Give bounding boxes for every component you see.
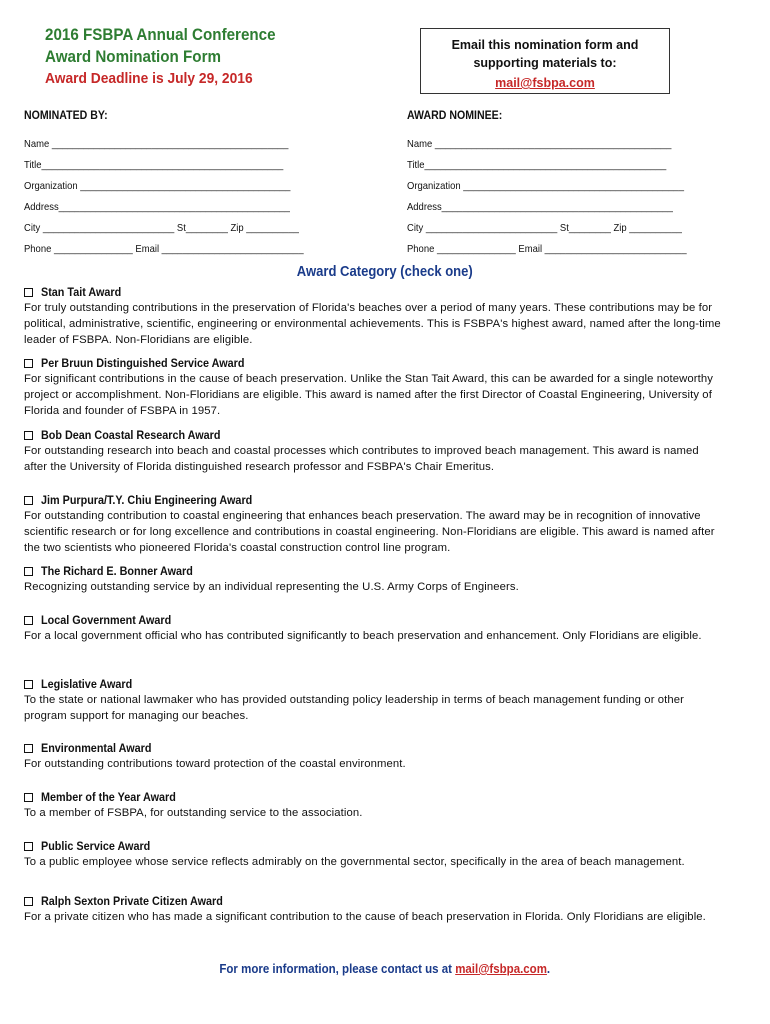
nominee-phone-field[interactable]: Phone _______________ Email ___________________________ [407,243,687,255]
form-title: Award Nomination Form [45,48,221,66]
nominee-organization-field[interactable]: Organization __________________________________________ [407,180,684,192]
award-name: The Richard E. Bonner Award [41,564,193,578]
checkbox-icon[interactable] [24,842,33,851]
checkbox-icon[interactable] [24,616,33,625]
award-description: For outstanding contribution to coastal engineering that enhances beach preservation. The award may be in recognition of innovative scientific research or for long excellence and contributions in coastal engineering. Non-Floridians are eligible. This award is named after the two scientists who pioneered Florida's coastal construction control line program. [24,510,715,554]
award-name: Per Bruun Distinguished Service Award [41,356,245,370]
award-option-public-service [24,838,724,870]
checkbox-icon[interactable] [24,567,33,576]
award-option-per-bruun [24,355,724,419]
award-name: Member of the Year Award [41,790,176,804]
footer-suffix: . [547,962,551,976]
award-name: Local Government Award [41,613,172,627]
nominator-title-field[interactable]: Title______________________________________________ [24,159,284,171]
checkbox-icon[interactable] [24,897,33,906]
award-option-environmental [24,740,724,772]
award-description: For outstanding contributions toward protection of the coastal environment. [24,758,406,770]
checkbox-icon[interactable] [24,431,33,440]
award-name: Legislative Award [41,677,133,691]
checkbox-icon[interactable] [24,744,33,753]
award-name: Stan Tait Award [41,285,122,299]
footer-text: For more information, please contact us at [219,962,456,976]
award-option-member-of-year [24,789,724,821]
checkbox-icon[interactable] [24,288,33,297]
checkbox-icon[interactable] [24,359,33,368]
award-description: For a local government official who has contributed significantly to beach preservation and enhancement. Only Floridians are eligible. [24,630,702,642]
conference-title: 2016 FSBPA Annual Conference [45,26,276,44]
award-description: Recognizing outstanding service by an individual representing the U.S. Army Corps of Engineers. [24,581,519,593]
form-header [45,24,296,90]
award-option-stan-tait [24,284,724,348]
award-description: For truly outstanding contributions in the preservation of Florida's beaches over a period of many years. These contributions may be for political, administrative, scientific, engineering or environmental achievements. This is FSBPA's highest award, named after the long-time leader of FSBPA. Non-Floridians are eligible. [24,302,721,346]
award-nominee-heading: AWARD NOMINEE: [407,110,503,122]
award-description: To the state or national lawmaker who has provided outstanding policy leadership in terms of beach management funding or other program support for managing our beaches. [24,694,685,722]
nominee-title-field[interactable]: Title______________________________________________ [407,159,667,171]
award-description: To a public employee whose service reflects admirably on the governmental sector, specifically in the area of beach management. [24,856,685,868]
award-option-local-government [24,612,724,644]
checkbox-icon[interactable] [24,793,33,802]
nominator-city-field[interactable]: City _________________________ St________ Zip __________ [24,222,299,234]
award-description: For a private citizen who has made a significant contribution to the cause of beach preservation in Florida. Only Floridians are eligible. [24,911,706,923]
email-instructions-box [420,28,670,94]
award-category-title-text: Award Category (check one) [296,264,473,280]
award-name: Ralph Sexton Private Citizen Award [41,894,223,908]
nominator-name-field[interactable]: Name _____________________________________________ [24,138,289,150]
nominator-address-field[interactable]: Address____________________________________________ [24,201,290,213]
award-deadline: Award Deadline is July 29, 2016 [45,70,253,87]
nominee-name-field[interactable]: Name _____________________________________________ [407,138,672,150]
email-instructions-line1: Email this nomination form and [451,38,639,52]
nominator-organization-field[interactable]: Organization ________________________________________ [24,180,291,192]
award-description: For significant contributions in the cause of beach preservation. Unlike the Stan Tait Award, this can be awarded for a single noteworthy project or accomplishment. Non-Floridians are eligible. This award is named after the first Director of Coastal Engineering, University of Florida and founder of FSBPA in 1957. [24,373,713,417]
nominee-address-field[interactable]: Address____________________________________________ [407,201,673,213]
checkbox-icon[interactable] [24,496,33,505]
award-option-bob-dean [24,427,724,475]
award-name: Jim Purpura/T.Y. Chiu Engineering Award [41,493,253,507]
nominee-city-field[interactable]: City _________________________ St________ Zip __________ [407,222,682,234]
checkbox-icon[interactable] [24,680,33,689]
award-option-purpura-chiu [24,492,724,556]
award-description: To a member of FSBPA, for outstanding service to the association. [24,807,363,819]
award-name: Environmental Award [41,741,152,755]
award-name: Public Service Award [41,839,151,853]
award-description: For outstanding research into beach and coastal processes which contributes to improved beach management. This award is named after the University of Florida distinguished research professor and FSBPA's Chair Emeritus. [24,445,699,473]
footer-email-link[interactable]: mail@fsbpa.com [455,962,548,976]
award-option-legislative [24,676,724,724]
email-link[interactable]: mail@fsbpa.com [495,76,595,90]
nominator-phone-field[interactable]: Phone _______________ Email ___________________________ [24,243,304,255]
footer-contact [0,962,770,976]
award-option-richard-bonner [24,563,724,595]
nominated-by-heading: NOMINATED BY: [24,110,108,122]
email-instructions-line2: supporting materials to: [473,56,617,70]
award-name: Bob Dean Coastal Research Award [41,428,221,442]
award-option-ralph-sexton [24,893,724,925]
award-category-title [0,264,770,280]
